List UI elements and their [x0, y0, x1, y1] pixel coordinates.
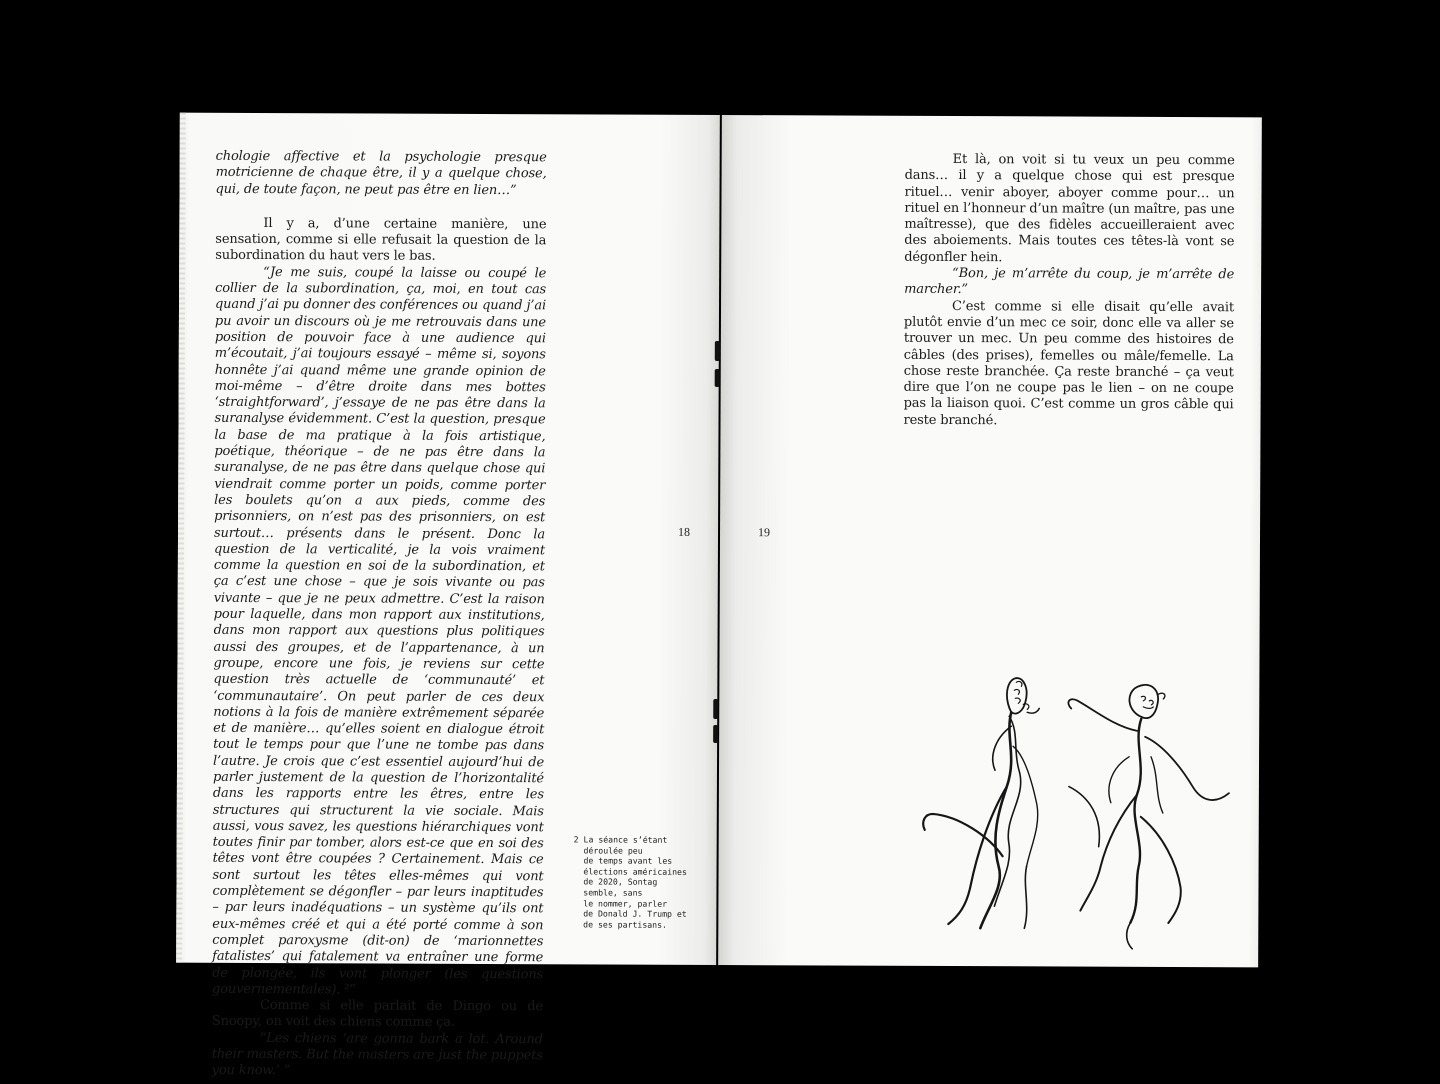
footnote: 2 La séance s’étant déroulée peu de temps avant les élections américaines de 2020, Sontag semble, sans le nommer, parler de Donald J. Trump et de ses partisans. — [573, 834, 687, 930]
left-page-body — [212, 149, 547, 1081]
quote-paragraph: “Les chiens ‘are gonna bark a lot. Around their masters. But the masters are just the puppets you know.’ ” — [211, 1030, 543, 1079]
right-page — [718, 115, 1262, 967]
paragraph: C’est comme si elle disait qu’elle avait plutôt envie d’un mec ce soir, donc elle va aller se trouver un mec. Un peu comme des histoires de câbles (des prises), femelles ou mâle/femelle. La chose reste branchée. Ça reste branché – ça veut dire que l’on ne coupe pas le lien – on ne coupe pas la liaison quoi. C’est comme un gros câble qui reste branché. — [903, 298, 1235, 428]
left-page — [176, 113, 720, 1079]
page-number-right: 19 — [758, 525, 771, 540]
paragraph: Comme si elle parlait de Dingo ou de Snoopy, on voit des chiens comme ça. — [211, 998, 543, 1031]
binding-staple — [713, 699, 718, 719]
ink-figures-drawing-icon — [918, 666, 1239, 957]
paragraph: Il y a, d’une certaine manière, une sensation, comme si elle refusait la question de la subordination du haut vers le bas. — [215, 215, 547, 265]
page-number-left: 18 — [678, 524, 691, 539]
quote-paragraph: “Bon, je m’arrête du coup, je m’arrête de marcher.” — [904, 266, 1235, 298]
paragraph: chologie affective et la psychologie presque motricienne de chaque être, il y a quelque chose, qui, de toute façon, ne peut pas être en lien…” — [215, 148, 547, 198]
binding-staple — [715, 369, 720, 387]
binding-staple — [713, 725, 718, 743]
quote-paragraph: “Je me suis, coupé la laisse ou coupé le collier de la subordination, ça, moi, en tout cas quand j’ai pu donner des conférences ou quand j’ai pu avoir un discours où je me retrouvais dans une position de pouvoir face à une audience qui m’écoutait, j’ai toujours essayé – même si, soyons honnête j’ai quand même une grande opinion de moi-même – d’être droite dans mes bottes ‘straightforward’, j’essaye de ne pas être dans la suranalyse évidemment. C’est la question, presque la base de ma pratique à la fois artistique, poétique, théorique – de ne pas être dans la suranalyse, de ne pas être dans quelque chose qui viendrait comme porter un poids, comme porter les boulets qu’on a aux pieds, comme des prisonniers, on n’est pas des prisonniers, on est surtout… présents dans le présent. Donc la question de la verticalité, je la vois vraiment comme la question en soi de la subordination, et ça c’est une chose – que je sois vivante ou pas vivante – que je ne peux admettre. C’est la raison pour laquelle, dans mon rapport aux institutions, dans mon rapport aux questions plus politiques aussi des groupes, et de l’appartenance, à un groupe, encore une fois, je reviens sur cette question très actuelle de ‘communauté’ et ‘communautaire’. On peut parler de ces deux notions à la fois de manière extrêmement séparée et de manière… qu’elles soient en dialogue étroit tout le temps pour que l’une ne tombe pas dans l’autre. Je crois que c’est essentiel aujourd’hui de parler justement de la question de l’horizontalité dans les rapports entre les êtres, entre les structures qui structurent la vie sociale. Mais aussi, vous savez, les questions hiérarchiques vont toutes finir par tomber, alors est-ce que en soi des têtes vont être coupées ? Certainement. Mais ce sont surtout les têtes elles-mêmes qui vont complètement se dégonfler – par leurs inaptitudes – par leurs inadéquations – un système qu’ils ont eux-mêmes créé et qui a été porté comme à son complet paroxysme (dit-on) de ‘marionnettes fatalistes’ qui fatalement va entraîner une forme de plongée, ils vont plonger (les questions gouvernementales). ²” — [212, 264, 547, 998]
binding-staple — [715, 341, 720, 361]
paragraph: Et là, on voit si tu veux un peu comme dans… il y a quelque chose qui est presque rituel… venir aboyer, aboyer comme pour… un rituel en l’honneur d’un maître (un maître, pas une maîtresse), que des fidèles accueilleraient avec des aboiements. Mais toutes ces têtes-là vont se dégonfler hein. — [904, 152, 1235, 266]
open-book-spread — [176, 113, 1262, 1079]
right-page-body — [903, 152, 1234, 430]
